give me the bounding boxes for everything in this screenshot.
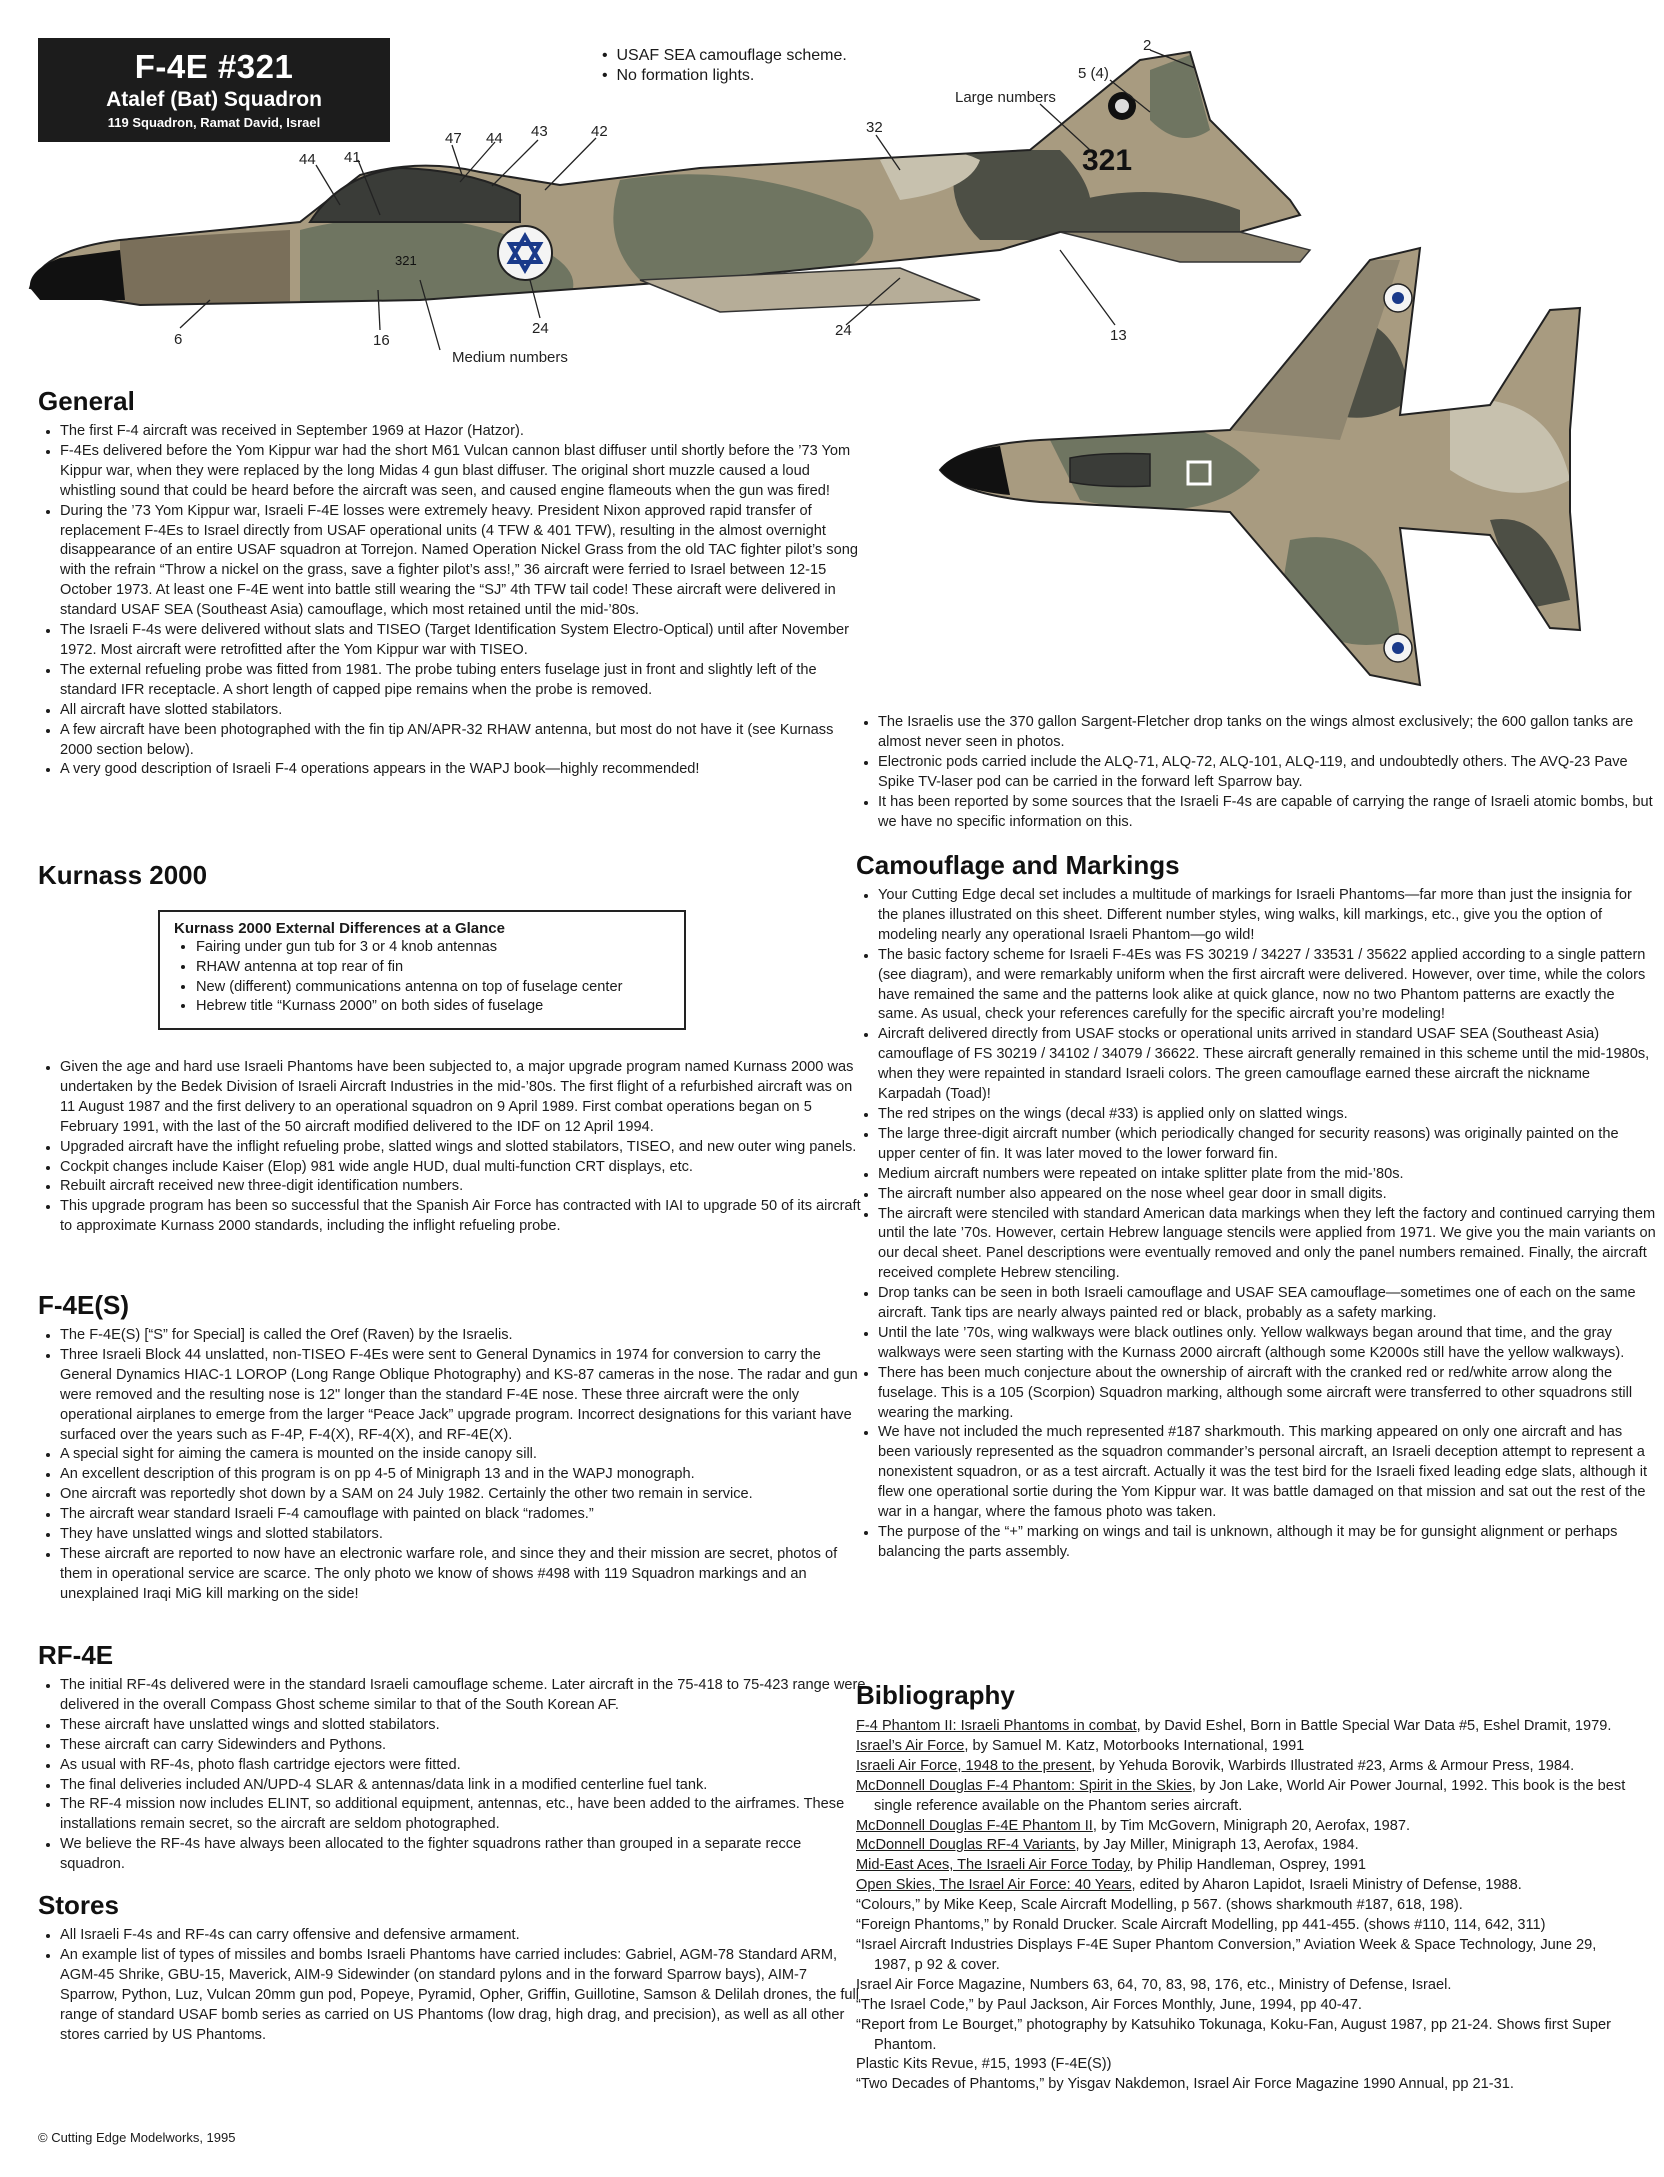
bib-entry: Israel Air Force Magazine, Numbers 63, 64, 70, 83, 98, 176, etc., Ministry of Defense, Israel. (856, 1976, 1452, 1993)
list-item: • Drop tanks can be seen in both Israeli camouflage and USAF SEA camouflage—sometimes one of each on the same aircraft. Tank tips are nearly always painted red or black, probably as a safety marking. (878, 1284, 1656, 1324)
list-item: • Medium aircraft numbers were repeated on intake splitter plate from the mid-’80s. (878, 1165, 1656, 1185)
list-item: • It has been reported by some sources that the Israeli F-4s are capable of carrying the range of Israeli atomic bombs, but we have no specific information on this. (878, 793, 1656, 833)
list-item: • RHAW antenna at top rear of fin (196, 958, 670, 978)
list-item: • The F-4E(S) [“S” for Special] is called the Oref (Raven) by the Israelis. (60, 1326, 866, 1346)
copyright: © Cutting Edge Modelworks, 1995 (38, 2130, 236, 2145)
callout-5: 5 (4) (1078, 65, 1109, 82)
heading-general: General (38, 386, 135, 416)
list-item: • As usual with RF-4s, photo flash cartridge ejectors were fitted. (60, 1756, 866, 1776)
list-item: • The aircraft were stenciled with standard American data markings when they left the factory and continued carrying them until the late ’70s. However, certain Hebrew language stencils were applied from 1971. We give you the main variants on our decal sheet. Panel descriptions were eventually removed and only the panel numbers remained. Finally, the aircraft received complete Hebrew stenciling. (878, 1205, 1656, 1285)
callout-41: 41 (344, 149, 361, 166)
list-item: • The Israeli F-4s were delivered without slats and TISEO (Target Identification System Electro-Optical) until after November 1972. Most aircraft were retrofitted after the Yom Kippur war with TISEO. (60, 621, 866, 661)
bib-entry: Mid-East Aces, The Israeli Air Force Today, by Philip Handleman, Osprey, 1991 (856, 1857, 1366, 1874)
bib-entry: “Colours,” by Mike Keep, Scale Aircraft Modelling, p 567. (shows sharkmouth #187, 618, 198). (856, 1897, 1463, 1914)
general-list (38, 422, 866, 780)
squadron-subtitle: 119 Squadron, Ramat David, Israel (107, 115, 321, 130)
list-item: • The Israelis use the 370 gallon Sargent-Fletcher drop tanks on the wings almost exclusively; the 600 gallon tanks are almost never seen in photos. (878, 713, 1656, 753)
kurnass-differences-box (158, 910, 686, 1030)
list-item: • The external refueling probe was fitted from 1981. The probe tubing enters fuselage just in front and slightly left of the standard IFR receptacle. A short length of capped pipe remains when the probe is removed. (60, 661, 866, 701)
list-item: • Rebuilt aircraft received new three-digit identification numbers. (60, 1177, 866, 1197)
callout-47: 47 (445, 130, 462, 147)
list-item: • These aircraft can carry Sidewinders and Pythons. (60, 1736, 866, 1756)
list-item: • During the ’73 Yom Kippur war, Israeli F-4E losses were extremely heavy. President Nixon approved rapid transfer of replacement F-4Es to Israel directly from USAF operational units (4 TFW & 401 TFW), resulting in the almost overnight disappearance of an entire USAF squadron at Torrejon. Named Operation Nickel Grass from the old TAC fighter pilot’s song with the refrain “Throw a nickel on the grass, save a fighter pilot’s ass!,” 36 aircraft were ferried to Israel between 12-15 October 1973. At least one F-4E went into battle still wearing the “SJ” 4th TFW tail code! These aircraft were delivered in standard USAF SEA (Southeast Asia) camouflage, which most retained until the mid-’80s. (60, 502, 866, 621)
list-item: • Fairing under gun tub for 3 or 4 knob antennas (196, 938, 670, 958)
camouflage-list (856, 886, 1656, 1563)
bib-entry: McDonnell Douglas F-4 Phantom: Spirit in the Skies, by Jon Lake, World Air Power Journal, 1992. This book is the best single reference available on the Phantom series aircraft. (856, 1777, 1626, 1814)
tanks-pods-list (856, 713, 1656, 832)
list-item: • Cockpit changes include Kaiser (Elop) 981 wide angle HUD, dual multi-function CRT displays, etc. (60, 1158, 866, 1178)
heading-f4es: F-4E(S) (38, 1290, 129, 1320)
list-item: • We have not included the much represented #187 sharkmouth. This marking appeared on only one aircraft and has been variously represented as the squadron commander’s personal aircraft, an Israeli deception attempt to represent a nonexistent squadron, or as a test aircraft. Actually it was the test bird for the Israeli fixed leading edge slats, although it flew one operational sortie during the Yom Kippur war. It was battle damaged on that mission and sat out the rest of the war in a hangar, where the famous photo was taken. (878, 1423, 1656, 1523)
callout-42: 42 (591, 123, 608, 140)
kurnass-list (38, 1058, 866, 1237)
bib-entry: McDonnell Douglas RF-4 Variants, by Jay Miller, Minigraph 13, Aerofax, 1984. (856, 1837, 1359, 1854)
list-item: • These aircraft are reported to now have an electronic warfare role, and since they and their mission are secret, photos of them in operational service are scarce. The only photo we know of shows #498 with 119 Squadron markings and an unexplained Iraqi MiG kill marking on the side! (60, 1545, 866, 1605)
list-item: • A few aircraft have been photographed with the fin tip AN/APR-32 RHAW antenna, but most do not have it (see Kurnass 2000 section below). (60, 721, 866, 761)
list-item: • The red stripes on the wings (decal #33) is applied only on slatted wings. (878, 1105, 1656, 1125)
list-item: • Three Israeli Block 44 unslatted, non-TISEO F-4Es were sent to General Dynamics in 1974 for conversion to carry the General Dynamics HIAC-1 LOROP (Long Range Oblique Photography) and KS-87 cameras in the nose. The radar and gun were removed and the resulting nose is 12" longer than the standard F-4E nose. These three aircraft were the only operational airplanes to emerge from the larger “Peace Jack” upgrade program. Incorrect designations for this variant have surfaced over the years such as F-4P, F-4(X), RF-4(X), and RF-4E(X). (60, 1346, 866, 1446)
list-item: • Until the late ’70s, wing walkways were black outlines only. Yellow walkways began around that time, and the gray walkways were seen starting with the Kurnass 2000 aircraft (although some K2000s still have the yellow walkways). (878, 1324, 1656, 1364)
callout-16: 16 (373, 332, 390, 349)
list-item: • All Israeli F-4s and RF-4s can carry offensive and defensive armament. (60, 1926, 866, 1946)
list-item: • A special sight for aiming the camera is mounted on the inside canopy sill. (60, 1445, 866, 1465)
list-item: • Your Cutting Edge decal set includes a multitude of markings for Israeli Phantoms—far more than just the insignia for the planes illustrated on this sheet. Different number styles, wing walks, kill markings, etc., give you the option of modeling nearly any operational Israeli Phantom—go wild! (878, 886, 1656, 946)
list-item: • A very good description of Israeli F-4 operations appears in the WAPJ book—highly recommended! (60, 760, 866, 780)
callout-6: 6 (174, 331, 183, 348)
list-item: • These aircraft have unslatted wings and slotted stabilators. (60, 1716, 866, 1736)
bib-entry: F-4 Phantom II: Israeli Phantoms in combat, by David Eshel, Born in Battle Special War Data #5, Eshel Dramit, 1979. (856, 1718, 1612, 1734)
callout-43: 43 (531, 123, 548, 140)
list-item: • They have unslatted wings and slotted stabilators. (60, 1525, 866, 1545)
bib-entry: Israel’s Air Force, by Samuel M. Katz, Motorbooks International, 1991 (856, 1737, 1305, 1754)
squadron-name: Atalef (Bat) Squadron (106, 88, 322, 111)
list-item: • We believe the RF-4s have always been allocated to the fighter squadrons rather than grouped in a separate recce squadron. (60, 1835, 866, 1875)
bib-entry: Open Skies, The Israel Air Force: 40 Years, edited by Aharon Lapidot, Israeli Ministry of Defense, 1988. (856, 1877, 1522, 1894)
bib-entry: “Report from Le Bourget,” photography by Katsuhiko Tokunaga, Koku-Fan, August 1987, pp 21-24. Shows first Super Phantom. (856, 2016, 1611, 2053)
list-item: • Given the age and hard use Israeli Phantoms have been subjected to, a major upgrade program named Kurnass 2000 was undertaken by the Bedek Division of Israeli Aircraft Industries in the mid-’80s. The first flight of a refurbished aircraft was on 11 August 1987 and the first delivery to an operational squadron on 9 April 1989. First combat operations began on 5 February 1991, with the last of the 50 aircraft modified delivered to the IDF on 12 April 1994. (60, 1058, 866, 1138)
list-item: • Hebrew title “Kurnass 2000” on both sides of fuselage (196, 997, 670, 1017)
list-item: • F-4Es delivered before the Yom Kippur war had the short M61 Vulcan cannon blast diffuser until shortly before the ’73 Yom Kippur war, when they were replaced by the long Midas 4 gun blast diffuser. The original short muzzle caused a loud whistling sound that could be heard before the aircraft was seen, and caused engine flameouts when the gun was fired! (60, 442, 866, 502)
callout-24b: 24 (835, 322, 852, 339)
rf4e-list (38, 1676, 866, 1875)
callout-2: 2 (1143, 37, 1152, 54)
list-item: • All aircraft have slotted stabilators. (60, 701, 866, 721)
heading-stores: Stores (38, 1890, 119, 1920)
bib-entry: Israeli Air Force, 1948 to the present, by Yehuda Borovik, Warbirds Illustrated #23, Arms & Armour Press, 1984. (856, 1757, 1575, 1774)
list-item: • New (different) communications antenna on top of fuselage center (196, 978, 670, 998)
note-item: • USAF SEA camouflage scheme. (602, 47, 847, 64)
bib-entry: McDonnell Douglas F-4E Phantom II, by Tim McGovern, Minigraph 20, Aerofax, 1987. (856, 1817, 1411, 1834)
callout-44b: 44 (299, 151, 316, 168)
heading-kurnass: Kurnass 2000 (38, 860, 208, 890)
note-item: • No formation lights. (602, 67, 755, 84)
bib-entry: Plastic Kits Revue, #15, 1993 (F-4E(S)) (856, 2056, 1112, 2073)
kurnass-box-title: Kurnass 2000 External Differences at a Glance (174, 920, 505, 937)
list-item: • The initial RF-4s delivered were in the standard Israeli camouflage scheme. Later aircraft in the 75-418 to 75-423 range were delivered in the overall Compass Ghost scheme similar to that of the South Korean AF. (60, 1676, 866, 1716)
callout-13: 13 (1110, 327, 1127, 344)
list-item: • An excellent description of this program is on pp 4-5 of Minigraph 13 and in the WAPJ monograph. (60, 1465, 866, 1485)
list-item: • The purpose of the “+” marking on wings and tail is unknown, although it may be for gunsight alignment or perhaps balancing the parts assembly. (878, 1523, 1656, 1563)
bib-entry: “Two Decades of Phantoms,” by Yisgav Nakdemon, Israel Air Force Magazine 1990 Annual, pp 21-31. (856, 2076, 1514, 2093)
heading-rf4e: RF-4E (38, 1640, 114, 1670)
f4es-list (38, 1326, 866, 1605)
heading-camouflage: Camouflage and Markings (856, 850, 1180, 880)
callout-44: 44 (486, 130, 503, 147)
bibliography-list (856, 1717, 1634, 2095)
list-item: • The RF-4 mission now includes ELINT, so additional equipment, antennas, etc., have been added to the airframes. These installations remain secret, so the aircraft are seldom photographed. (60, 1795, 866, 1835)
callout-medium-numbers: Medium numbers (452, 349, 568, 366)
list-item: • The basic factory scheme for Israeli F-4Es was FS 30219 / 34227 / 33531 / 35622 applied according to a single pattern (see diagram), and were remarkably uniform when the first aircraft were delivered. However, over time, while the colors have remained the same and the patterns look alike at quick glance, now no two Phantom patterns are exactly the same. As usual, check your references carefully for the specific aircraft you’re modeling! (878, 946, 1656, 1026)
page-title: F-4E #321 (134, 48, 294, 85)
list-item: • There has been much conjecture about the ownership of aircraft with the cranked red or red/white arrow along the fuselage. This is a 105 (Scorpion) Squadron marking, although some aircraft were transferred to other squadrons still wearing the marking. (878, 1364, 1656, 1424)
fin-number: 321 (1082, 144, 1133, 177)
list-item: • Upgraded aircraft have the inflight refueling probe, slatted wings and slotted stabilators, TISEO, and new outer wing panels. (60, 1138, 866, 1158)
list-item: • Aircraft delivered directly from USAF stocks or operational units arrived in standard USAF SEA (Southeast Asia) camouflage of FS 30219 / 34102 / 34079 / 36622. These aircraft generally remained in this scheme until the mid-1980s, when they were repainted in standard Israeli colors. The green camouflage earned these aircraft the nickname Karpadah (Toad)! (878, 1025, 1656, 1105)
list-item: • One aircraft was reportedly shot down by a SAM on 24 July 1982. Certainly the other two remain in service. (60, 1485, 866, 1505)
top-view-illustration (930, 240, 1630, 700)
list-item: • The aircraft wear standard Israeli F-4 camouflage with painted on black “radomes.” (60, 1505, 866, 1525)
bib-entry: “Foreign Phantoms,” by Ronald Drucker. Scale Aircraft Modelling, pp 441-455. (shows #110, 114, 642, 311) (856, 1917, 1546, 1934)
list-item: • This upgrade program has been so successful that the Spanish Air Force has contracted with IAI to upgrade 50 of its aircraft to approximate Kurnass 2000 standards, including the inflight refueling probe. (60, 1197, 866, 1237)
callout-32: 32 (866, 119, 883, 136)
list-item: • Electronic pods carried include the ALQ-71, ALQ-72, ALQ-101, ALQ-119, and undoubtedly others. The AVQ-23 Pave Spike TV-laser pod can be carried in the forward left Sparrow bay. (878, 753, 1656, 793)
bib-entry: “Israel Aircraft Industries Displays F-4E Super Phantom Conversion,” Aviation Week & Space Technology, June 29, 1987, p 92 & cover. (856, 1936, 1597, 1973)
callout-24a: 24 (532, 320, 549, 337)
list-item: • The first F-4 aircraft was received in September 1969 at Hazor (Hatzor). (60, 422, 866, 442)
list-item: • The large three-digit aircraft number (which periodically changed for security reasons) was originally painted on the upper center of fin. It was later moved to the lower forward fin. (878, 1125, 1656, 1165)
nose-number: 321 (395, 253, 417, 268)
stores-list (38, 1926, 866, 2045)
list-item: • An example list of types of missiles and bombs Israeli Phantoms have carried includes: Gabriel, AGM-78 Standard ARM, AGM-45 Shrike, GBU-15, Maverick, AIM-9 Sidewinder (on standard pylons and in the forward Sparrow bays), AIM-7 Sparrow, Python, Luz, Vulcan 20mm gun pod, Popeye, Pyramid, Opher, Griffin, Guillotine, Samson & Delilah drones, the full range of standard USAF bomb series as carried on US Phantoms (low drag, high drag, and precision), as well as all other stores carried by US Phantoms. (60, 1946, 866, 2046)
bib-entry: “The Israel Code,” by Paul Jackson, Air Forces Monthly, June, 1994, pp 40-47. (856, 1996, 1362, 2013)
list-item: • The final deliveries included AN/UPD-4 SLAR & antennas/data link in a modified centerline fuel tank. (60, 1776, 866, 1796)
heading-bibliography: Bibliography (856, 1680, 1015, 1710)
callout-large-numbers: Large numbers (955, 89, 1056, 106)
list-item: • The aircraft number also appeared on the nose wheel gear door in small digits. (878, 1185, 1656, 1205)
